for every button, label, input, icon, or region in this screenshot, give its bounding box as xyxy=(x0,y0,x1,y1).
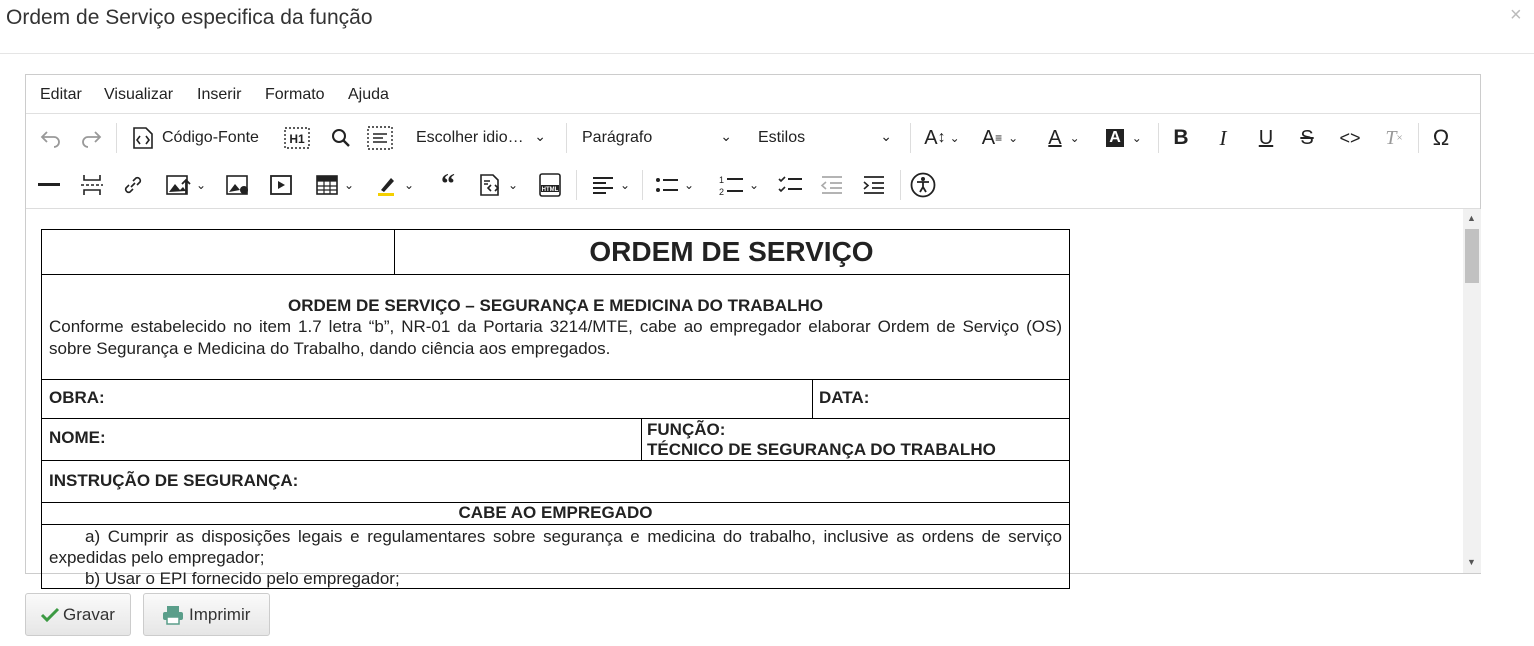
print-label: Imprimir xyxy=(189,604,251,624)
nome-cell xyxy=(42,418,642,461)
dialog-title: Ordem de Serviço especifica da função xyxy=(6,6,373,29)
source-code-button[interactable] xyxy=(130,123,266,153)
numbered-list-icon[interactable]: 1 2 ⌄ xyxy=(718,175,760,197)
table-icon[interactable]: ⌄ xyxy=(310,172,360,198)
scroll-thumb[interactable] xyxy=(1465,229,1479,283)
highlight-icon[interactable]: ⌄ xyxy=(370,172,420,198)
svg-text:HTML: HTML xyxy=(541,187,559,193)
styles-select[interactable] xyxy=(752,123,896,153)
svg-text:2: 2 xyxy=(718,187,724,197)
edit-image-icon[interactable] xyxy=(224,172,252,198)
toolbar-separator xyxy=(1158,123,1159,153)
language-select[interactable] xyxy=(410,123,552,153)
save-button[interactable] xyxy=(25,593,131,636)
item-a: a) Cumprir as disposições legais e regulamentares sobre segurança e medicina do trabalho, inclusive as ordens de serviço expedidas pelo empregador; xyxy=(49,527,1062,567)
obra-cell xyxy=(42,379,813,419)
menubar xyxy=(26,75,1480,114)
instrucao-label: INSTRUÇÃO DE SEGURANÇA: xyxy=(49,471,299,490)
menu-editar[interactable]: Editar xyxy=(40,86,82,103)
printer-icon xyxy=(162,605,184,625)
language-label: Escolher idio… xyxy=(416,129,524,146)
toolbar-separator xyxy=(576,170,577,200)
menu-inserir[interactable]: Inserir xyxy=(197,86,242,103)
instrucao-cell xyxy=(42,460,1069,503)
chevron-down-icon: ⌄ xyxy=(880,128,892,144)
redo-button[interactable] xyxy=(78,125,104,151)
toolbar-separator xyxy=(566,123,567,153)
funcao-value: TÉCNICO DE SEGURANÇA DO TRABALHO xyxy=(647,440,996,459)
toolbar-separator xyxy=(910,123,911,153)
heading-h1-icon[interactable] xyxy=(282,125,312,151)
svg-text:1: 1 xyxy=(718,175,724,185)
styles-label: Estilos xyxy=(758,129,806,146)
intro-text: Conforme estabelecido no item 1.7 letra “b”, NR-01 da Portaria 3214/MTE, cabe ao empregador elaborar Ordem de Serviço (OS) sobre Segurança e Medicina do Trabalho, dando ciência aos empregados. xyxy=(49,317,1062,358)
text-color-icon[interactable]: A ⌄ xyxy=(1048,126,1080,149)
svg-text:H1: H1 xyxy=(289,132,305,146)
data-cell xyxy=(812,379,1069,419)
data-label: DATA: xyxy=(819,388,870,407)
obra-label: OBRA: xyxy=(49,388,105,407)
blockquote-icon[interactable]: “ xyxy=(441,169,455,200)
block-format-label: Parágrafo xyxy=(582,129,653,146)
toolbar-separator xyxy=(116,123,117,153)
source-code-label: Código-Fonte xyxy=(162,129,259,146)
inline-code-icon[interactable]: <> xyxy=(1339,127,1361,148)
undo-button[interactable] xyxy=(38,125,64,151)
strikethrough-icon[interactable]: S xyxy=(1300,126,1314,149)
outdent-icon[interactable] xyxy=(818,172,846,198)
items-cell xyxy=(42,524,1069,604)
scroll-up-icon[interactable]: ▲ xyxy=(1467,213,1476,223)
accessibility-checker-icon[interactable] xyxy=(908,171,938,199)
line-height-icon[interactable]: A ≡ ⌄ xyxy=(981,126,1019,149)
close-icon[interactable]: × xyxy=(1510,4,1522,26)
chevron-down-icon: ⌄ xyxy=(534,128,546,144)
toolbar-separator xyxy=(1418,123,1419,153)
scroll-down-icon[interactable]: ▼ xyxy=(1467,557,1476,567)
toolbar-separator xyxy=(900,170,901,200)
header-title-cell xyxy=(394,230,1069,275)
document-table xyxy=(41,229,1070,589)
save-label: Gravar xyxy=(63,604,115,624)
header-logo-cell xyxy=(42,230,395,275)
cabe-heading: CABE AO EMPREGADO xyxy=(458,503,653,522)
check-icon xyxy=(40,607,60,623)
menu-ajuda[interactable]: Ajuda xyxy=(348,86,389,103)
cabe-cell xyxy=(42,502,1069,525)
vertical-scrollbar[interactable] xyxy=(1463,209,1481,573)
align-icon[interactable]: ⌄ xyxy=(586,172,636,198)
indent-icon[interactable] xyxy=(860,172,888,198)
search-replace-icon[interactable] xyxy=(326,125,354,151)
page-break-icon[interactable] xyxy=(78,172,106,198)
document-title: ORDEM DE SERVIÇO xyxy=(589,236,874,267)
rich-text-editor xyxy=(25,74,1481,588)
insert-image-icon[interactable]: ⌄ xyxy=(160,172,212,198)
nome-label: NOME: xyxy=(49,428,106,447)
chevron-down-icon: ⌄ xyxy=(720,128,732,144)
title-divider xyxy=(0,53,1534,54)
italic-icon[interactable]: I xyxy=(1219,125,1227,150)
checklist-icon[interactable] xyxy=(776,172,804,198)
select-all-icon[interactable] xyxy=(366,125,394,151)
link-icon[interactable] xyxy=(120,172,146,198)
intro-cell xyxy=(42,274,1069,380)
source-code-icon xyxy=(130,126,156,150)
menu-formato[interactable]: Formato xyxy=(265,86,325,103)
clear-formatting-icon[interactable]: T × xyxy=(1385,126,1403,149)
block-format-select[interactable] xyxy=(576,123,736,153)
font-size-icon[interactable]: A ↕ ⌄ xyxy=(924,126,960,149)
bold-icon[interactable]: B xyxy=(1173,126,1189,149)
menu-visualizar[interactable]: Visualizar xyxy=(104,86,174,103)
section-title: ORDEM DE SERVIÇO – SEGURANÇA E MEDICINA DO TRABALHO xyxy=(288,296,823,315)
item-b: b) Usar o EPI fornecido pelo empregador; xyxy=(85,569,400,588)
bullet-list-icon[interactable]: ⌄ xyxy=(650,172,700,198)
editor-content[interactable] xyxy=(26,209,1463,588)
funcao-cell xyxy=(641,418,1069,461)
print-button[interactable] xyxy=(143,593,270,636)
horizontal-line-icon[interactable] xyxy=(36,172,62,198)
insert-media-icon[interactable] xyxy=(267,172,295,198)
funcao-label: FUNÇÃO: xyxy=(647,420,726,439)
html-snippet-icon[interactable] xyxy=(536,172,564,198)
underline-icon[interactable]: U xyxy=(1258,126,1274,149)
special-character-icon[interactable]: Ω xyxy=(1432,125,1450,150)
background-color-icon[interactable]: A ⌄ xyxy=(1100,125,1148,151)
code-sample-icon[interactable]: ⌄ xyxy=(472,172,524,198)
toolbar-separator xyxy=(642,170,643,200)
